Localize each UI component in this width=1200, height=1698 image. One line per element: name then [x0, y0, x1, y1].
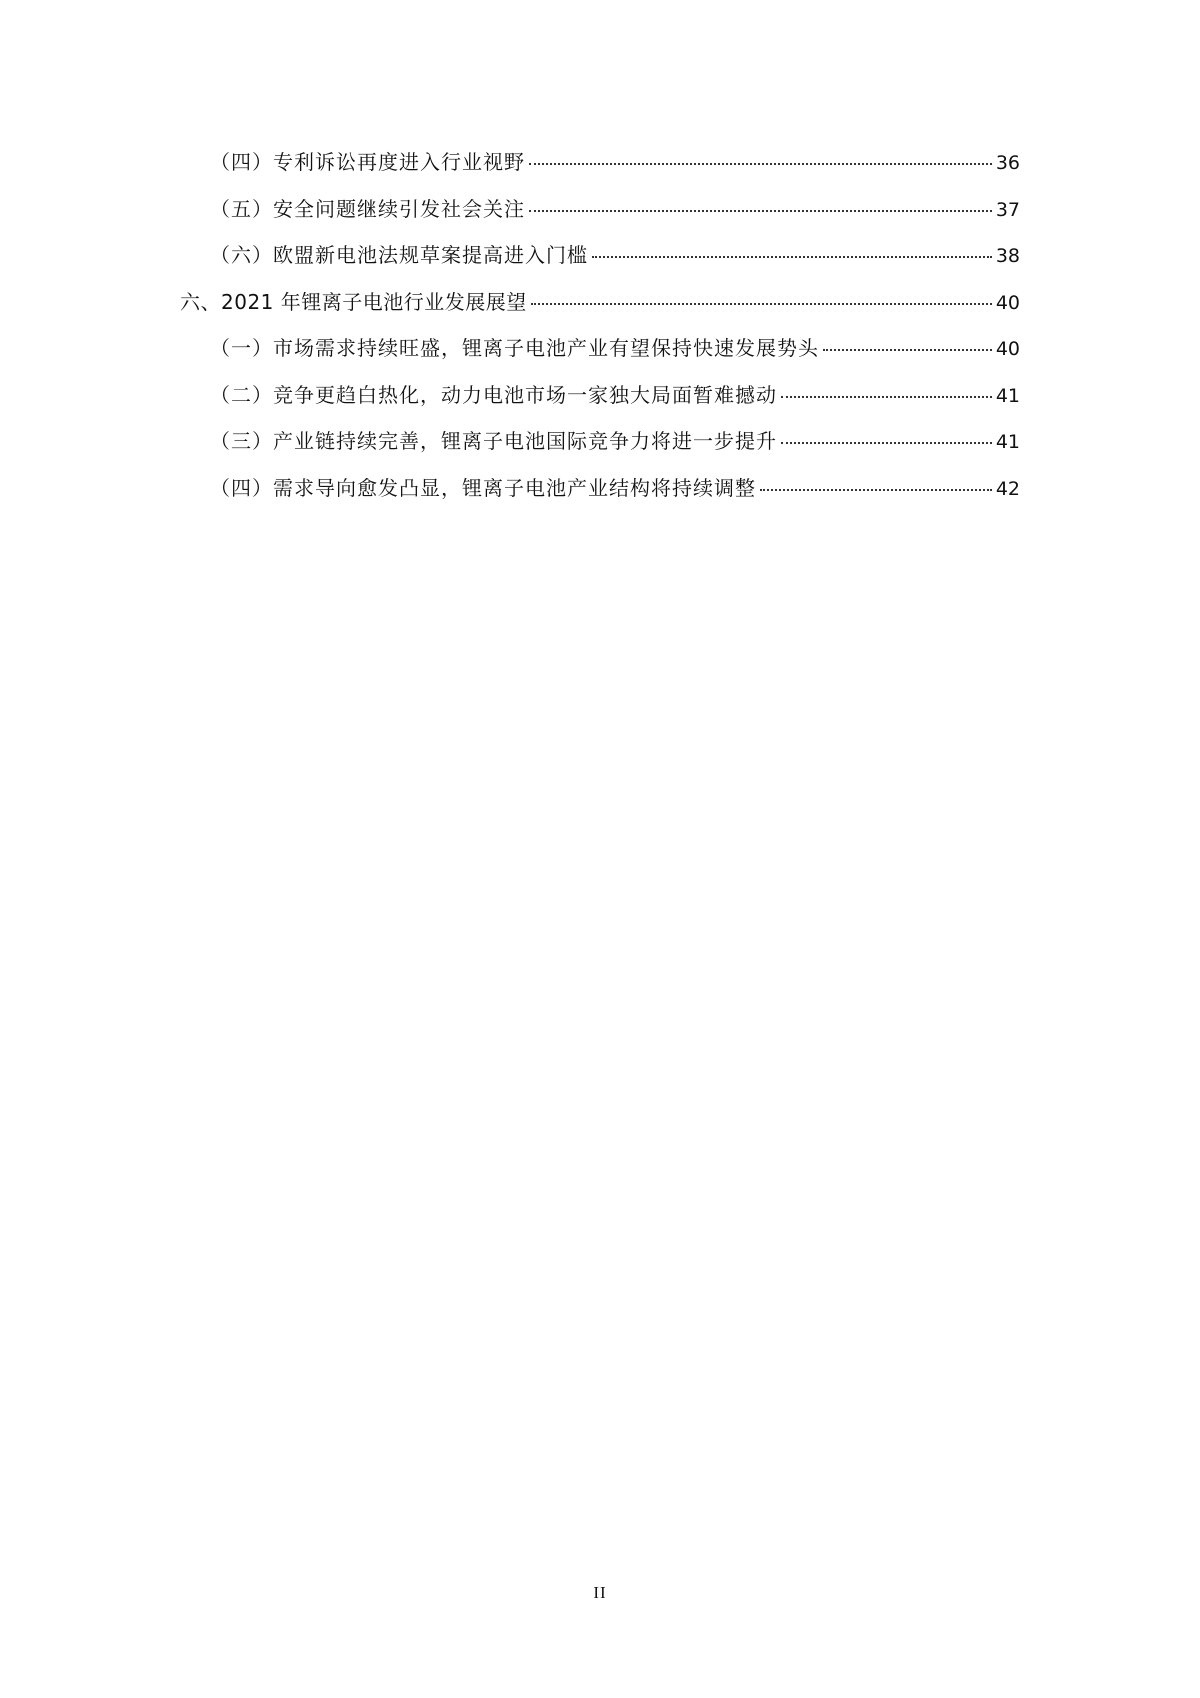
- toc-dot-leader: [760, 489, 992, 491]
- toc-entry-title: 六、2021 年锂离子电池行业发展展望: [180, 289, 527, 314]
- toc-dot-leader: [529, 210, 992, 212]
- toc-entry[interactable]: [180, 239, 1020, 286]
- toc-dot-leader: [823, 349, 992, 351]
- toc-entry[interactable]: [180, 332, 1020, 379]
- page-number: II: [593, 1583, 607, 1602]
- toc-entry-page: 38: [995, 245, 1020, 267]
- toc-entry[interactable]: [180, 193, 1020, 240]
- toc-entry-title: （二）竞争更趋白热化，动力电池市场一家独大局面暂难撼动: [210, 382, 777, 407]
- toc-entry-page: 41: [995, 384, 1020, 407]
- toc-entry-page: 36: [995, 152, 1020, 174]
- toc-dot-leader: [529, 163, 992, 165]
- toc-entry-page: 41: [995, 431, 1020, 453]
- toc-entry-title: （三）产业链持续完善，锂离子电池国际竞争力将进一步提升: [210, 429, 777, 453]
- toc-entry-title: （四）需求导向愈发凸显，锂离子电池产业结构将持续调整: [210, 475, 756, 500]
- toc-entry[interactable]: [180, 425, 1020, 472]
- toc-entry[interactable]: [180, 379, 1020, 426]
- toc-entry-title: （一）市场需求持续旺盛，锂离子电池产业有望保持快速发展势头: [210, 336, 819, 360]
- table-of-contents: [180, 146, 1020, 518]
- toc-entry[interactable]: [180, 472, 1020, 519]
- toc-entry-title: （五）安全问题继续引发社会关注: [210, 196, 525, 221]
- toc-entry-page: 37: [995, 198, 1020, 221]
- toc-entry-title: （四）专利诉讼再度进入行业视野: [210, 150, 525, 174]
- toc-dot-leader: [531, 303, 992, 305]
- toc-entry[interactable]: [180, 146, 1020, 193]
- toc-dot-leader: [781, 442, 992, 444]
- toc-dot-leader: [592, 256, 992, 258]
- toc-entry-page: 42: [995, 477, 1020, 500]
- toc-entry-title: （六）欧盟新电池法规草案提高进入门槛: [210, 243, 588, 267]
- toc-dot-leader: [781, 396, 992, 398]
- toc-chapter-entry[interactable]: [180, 286, 1020, 333]
- toc-entry-page: 40: [995, 338, 1020, 360]
- toc-entry-page: 40: [995, 291, 1020, 314]
